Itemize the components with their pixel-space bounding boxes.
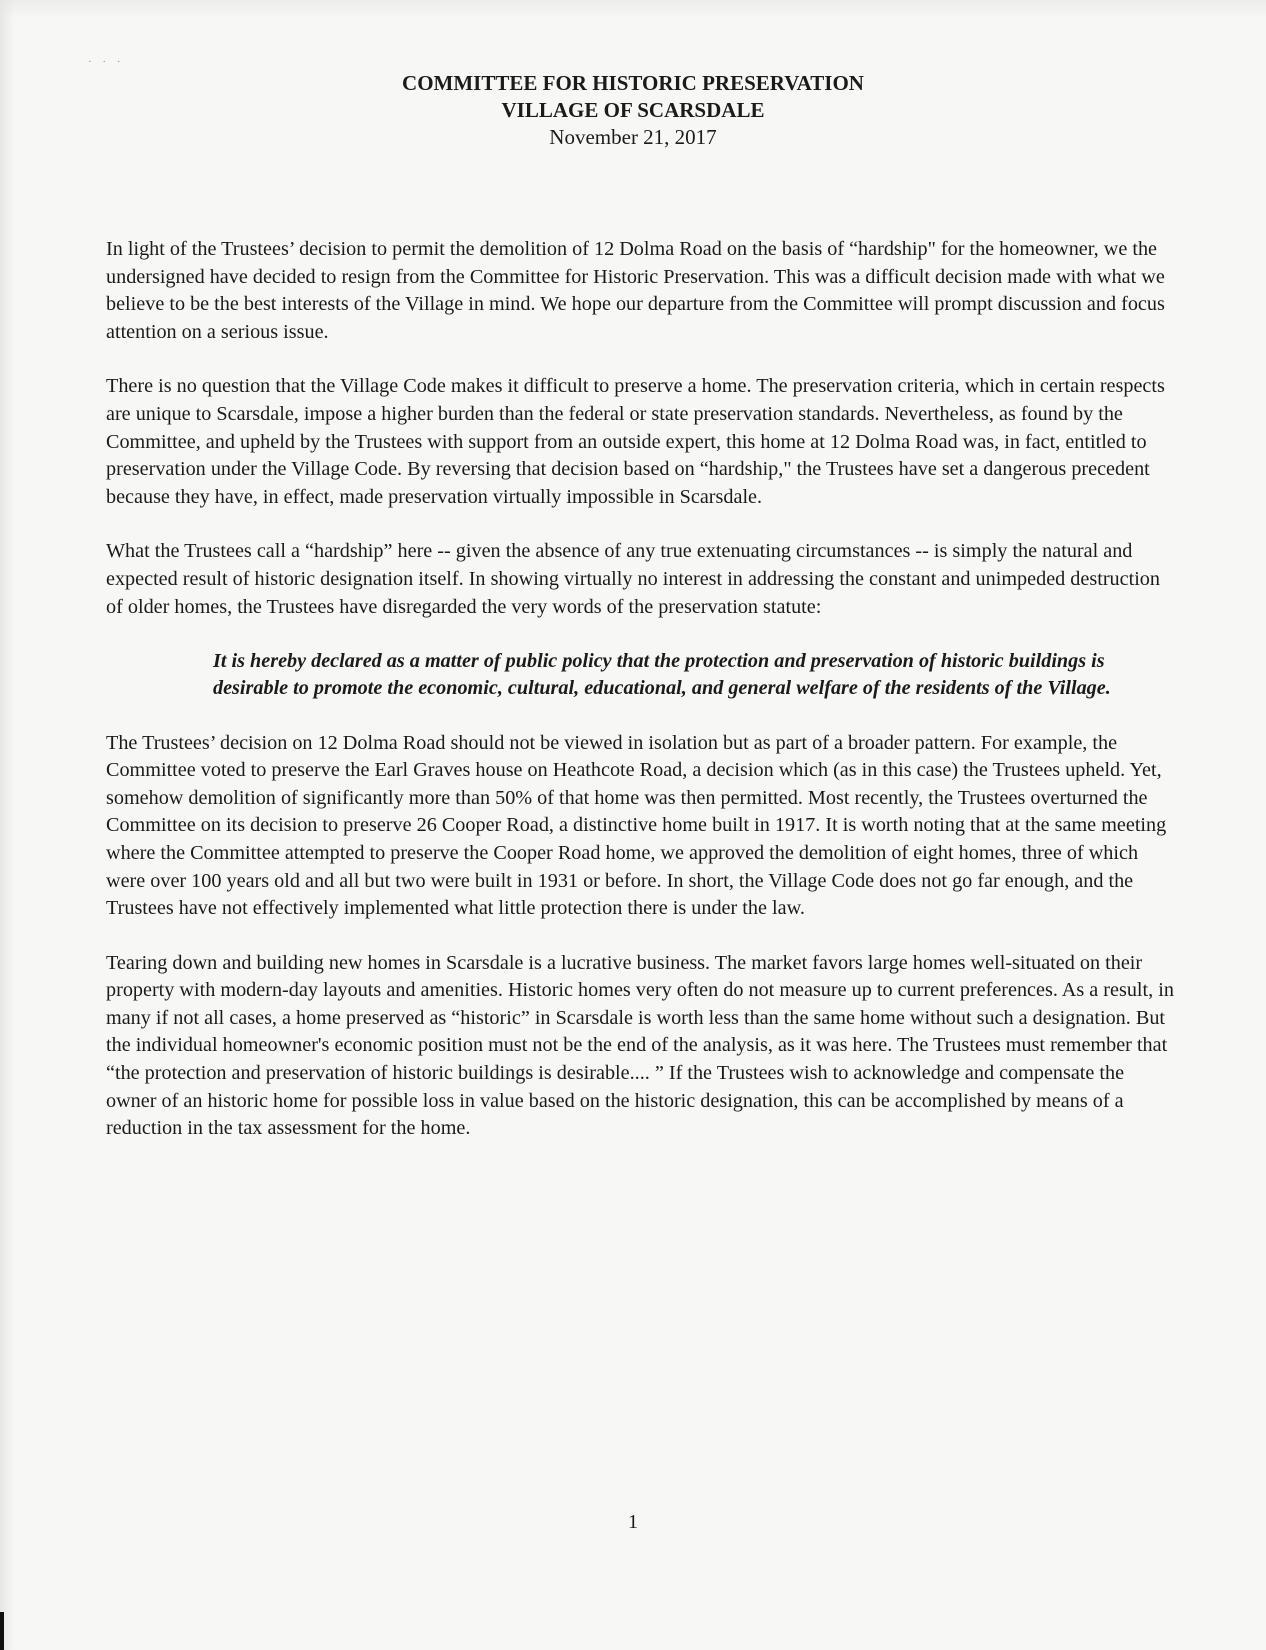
scan-shadow-left [0,0,14,1650]
paragraph-broader-pattern: The Trustees’ decision on 12 Dolma Road should not be viewed in isolation but as part of a broader pattern. For example, the Committee voted to preserve the Earl Graves house on Heathcote Road, a decision which (as in this case) the Trustees upheld. Yet, somehow demolition of significantly more than 50% of that home was then permitted. Most recently, the Trustees overturned the Committee on its decision to preserve 26 Cooper Road, a distinctive home built in 1917. It is worth noting that at the same meeting where the Committee attempted to preserve the Cooper Road home, we approved the demolition of eight homes, three of which were over 100 years old and all but two were built in 1931 or before. In short, the Village Code does not go far enough, and the Trustees have not effectively implemented what little protection there is under the law. [106,731,1167,920]
scan-specks: · · · [88,56,125,68]
paragraph-hardship: What the Trustees call a “hardship” here -- given the absence of any true extenuating circumstances -- is simply the natural and expected result of historic designation itself. In showing virtually no interest in addressing the constant and unimpeded destruction of older homes, the Trustees have disregarded the very words of the preservation statute: [106,540,1160,618]
paragraph-resignation: In light of the Trustees’ decision to permit the demolition of 12 Dolma Road on the basis of “hardship" for the homeowner, we the undersigned have decided to resign from the Committee for Historic Preservation. This was a difficult decision made with what we believe to be the best interests of the Village in mind. We hope our departure from the Committee will prompt discussion and focus attention on a serious issue. [106,238,1165,343]
scan-edge-mark [0,1612,4,1650]
paragraph-village-code: There is no question that the Village Code makes it difficult to preserve a home. The preservation criteria, which in certain respects are unique to Scarsdale, impose a higher burden than the federal or state preservation standards. Nevertheless, as found by the Committee, and upheld by the Trustees with support from an outside expert, this home at 12 Dolma Road was, in fact, entitled to preservation under the Village Code. By reversing that decision based on “hardship," the Trustees have set a dangerous precedent because they have, in effect, made preservation virtually impossible in Scarsdale. [106,375,1165,508]
scan-shadow-top [0,0,1266,18]
committee-title: COMMITTEE FOR HISTORIC PRESERVATION [402,71,864,95]
document-header [0,70,1266,151]
paragraph-market: Tearing down and building new homes in Scarsdale is a lucrative business. The market favors large homes well-situated on their property with modern-day layouts and amenities. Historic homes very often do not measure up to current preferences. As a result, in many if not all cases, a home preserved as “historic” in Scarsdale is worth less than the same home without such a designation. But the individual homeowner's economic position must not be the end of the analysis, as it was here. The Trustees must remember that “the protection and preservation of historic buildings is desirable.... ” If the Trustees wish to acknowledge and compensate the owner of an historic home for possible loss in value based on the historic designation, this can be accomplished by means of a reduction in the tax assessment for the home. [106,951,1174,1140]
letter-body [106,236,1178,1170]
statute-quote: It is hereby declared as a matter of public policy that the protection and preservation of historic buildings is desirable to promote the economic, cultural, educational, and general welfare of the residents of the Village. [213,650,1111,700]
page-number: 1 [628,1511,638,1533]
document-date: November 21, 2017 [549,125,717,149]
village-title: VILLAGE OF SCARSDALE [501,98,765,122]
